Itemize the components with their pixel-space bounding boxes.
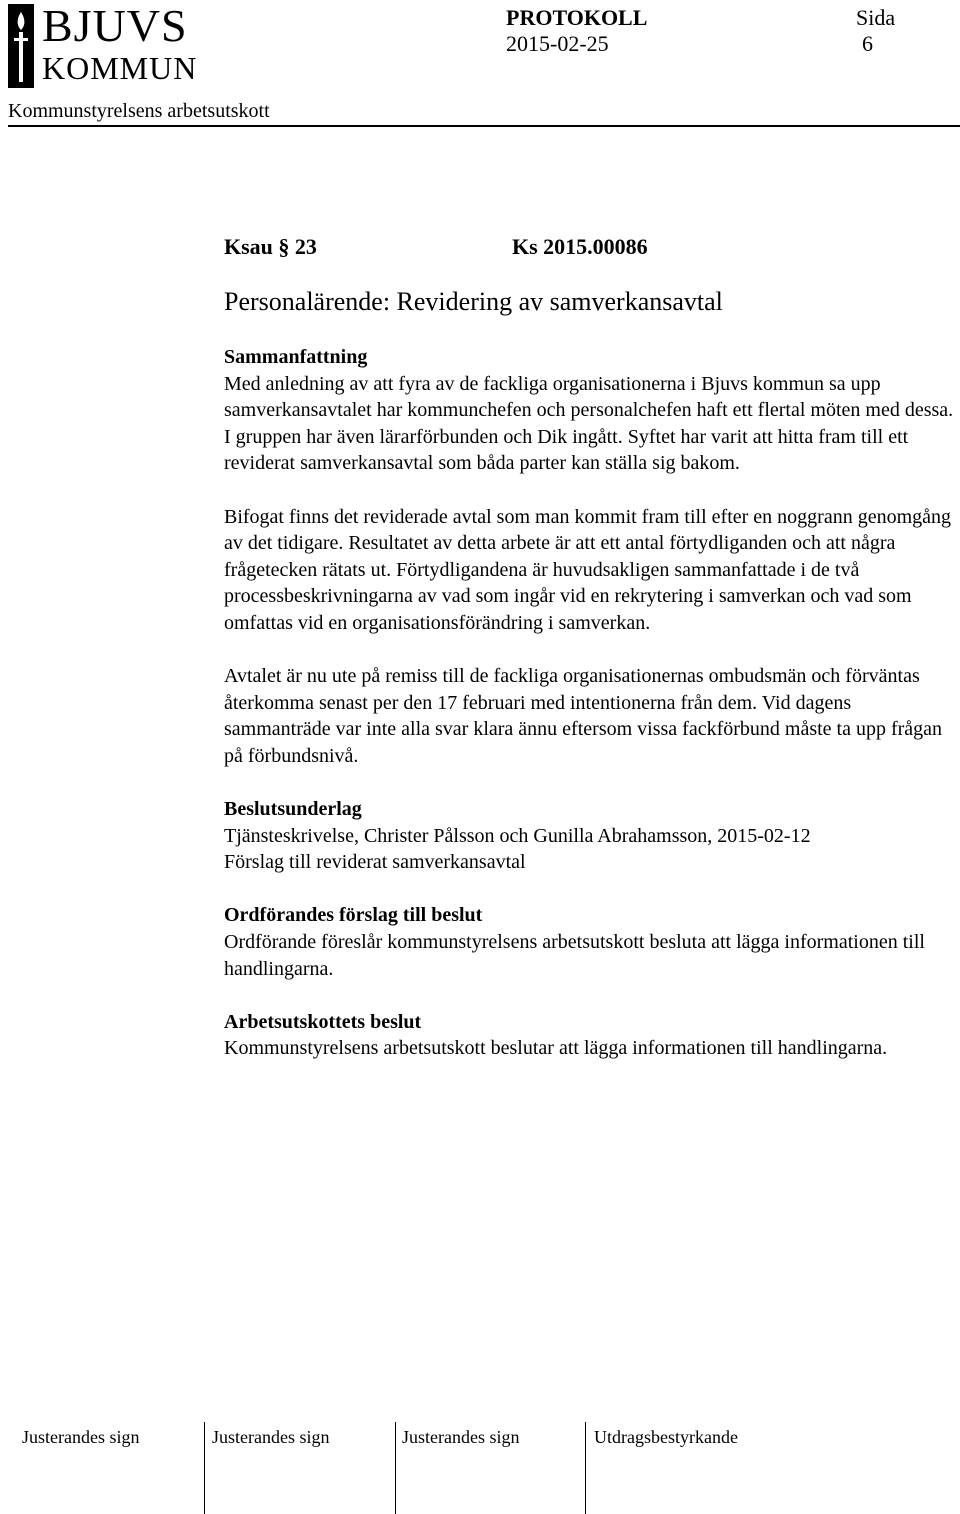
paragraph-reference: Ksau § 23 bbox=[224, 234, 317, 259]
summary-paragraph-1: Med anledning av att fyra av de fackliga organisationerna i Bjuvs kommun sa upp samverkansavtalet har kommunchefen och personalchefen haft ett flertal möten med dessa. I gruppen har även lärarförbunden och Dik ingått. Syftet har varit att hitta fram till ett reviderat samverkansavtal som båda parter kan ställa sig bakom. bbox=[224, 372, 954, 475]
basis-item-1: Tjänsteskrivelse, Christer Pålsson och Gunilla Abrahamsson, 2015-02-12 bbox=[224, 824, 811, 847]
logo-wordmark-kommun: KOMMUN bbox=[42, 50, 198, 86]
certification-field-label: Utdragsbestyrkande bbox=[594, 1427, 738, 1447]
signature-field-2-label: Justerandes sign bbox=[212, 1427, 330, 1447]
basis-item-2: Förslag till reviderat samverkansavtal bbox=[224, 851, 526, 874]
signature-divider-2 bbox=[395, 1422, 396, 1514]
case-number: Ks 2015.00086 bbox=[512, 234, 648, 259]
municipality-logo-emblem bbox=[8, 4, 34, 88]
signature-field-1-label: Justerandes sign bbox=[22, 1427, 140, 1447]
signature-divider-1 bbox=[204, 1422, 205, 1514]
item-title: Personalärende: Revidering av samverkansavtal bbox=[224, 287, 723, 316]
logo-wordmark-bjuvs: BJUVS bbox=[42, 0, 188, 51]
page-number: 6 bbox=[862, 31, 873, 56]
signature-divider-3 bbox=[585, 1422, 586, 1514]
decision-text: Kommunstyrelsens arbetsutskott beslutar att lägga informationen till handlingarna. bbox=[224, 1037, 888, 1060]
proposal-text: Ordförande föreslår kommunstyrelsens arbetsutskott besluta att lägga informationen till handlingarna. bbox=[224, 931, 925, 980]
summary-paragraph-2: Bifogat finns det reviderade avtal som man kommit fram till efter en noggrann genomgång av det tidigare. Resultatet av detta arbete är att ett antal förtydliganden och att några frågetecken rätats ut. Förtydligandena är huvudsakligen sammanfattade i de två processbeskrivningarna av vad som ingår vid en rekrytering i samverkan och vad som omfattas vid en organisationsförändring i samverkan. bbox=[224, 505, 952, 634]
proposal-heading: Ordförandes förslag till beslut bbox=[224, 904, 483, 927]
signature-field-3-label: Justerandes sign bbox=[402, 1427, 520, 1447]
page-label: Sida bbox=[856, 5, 896, 30]
decision-heading: Arbetsutskottets beslut bbox=[224, 1010, 422, 1033]
meeting-date: 2015-02-25 bbox=[506, 31, 609, 56]
summary-paragraph-3: Avtalet är nu ute på remiss till de fackliga organisationernas ombudsmän och förväntas återkomma senast per den 17 februari med intentionerna från dem. Vid dagens sammanträde var inte alla svar klara ännu eftersom vissa fackförbund måste ta upp frågan på förbundsnivå. bbox=[224, 665, 943, 767]
basis-heading: Beslutsunderlag bbox=[224, 798, 362, 821]
minutes-body bbox=[224, 344, 954, 1062]
torch-icon bbox=[8, 4, 34, 88]
document-type: PROTOKOLL bbox=[506, 5, 648, 30]
header-divider bbox=[8, 125, 960, 127]
summary-heading: Sammanfattning bbox=[224, 346, 368, 368]
committee-name: Kommunstyrelsens arbetsutskott bbox=[8, 100, 270, 122]
